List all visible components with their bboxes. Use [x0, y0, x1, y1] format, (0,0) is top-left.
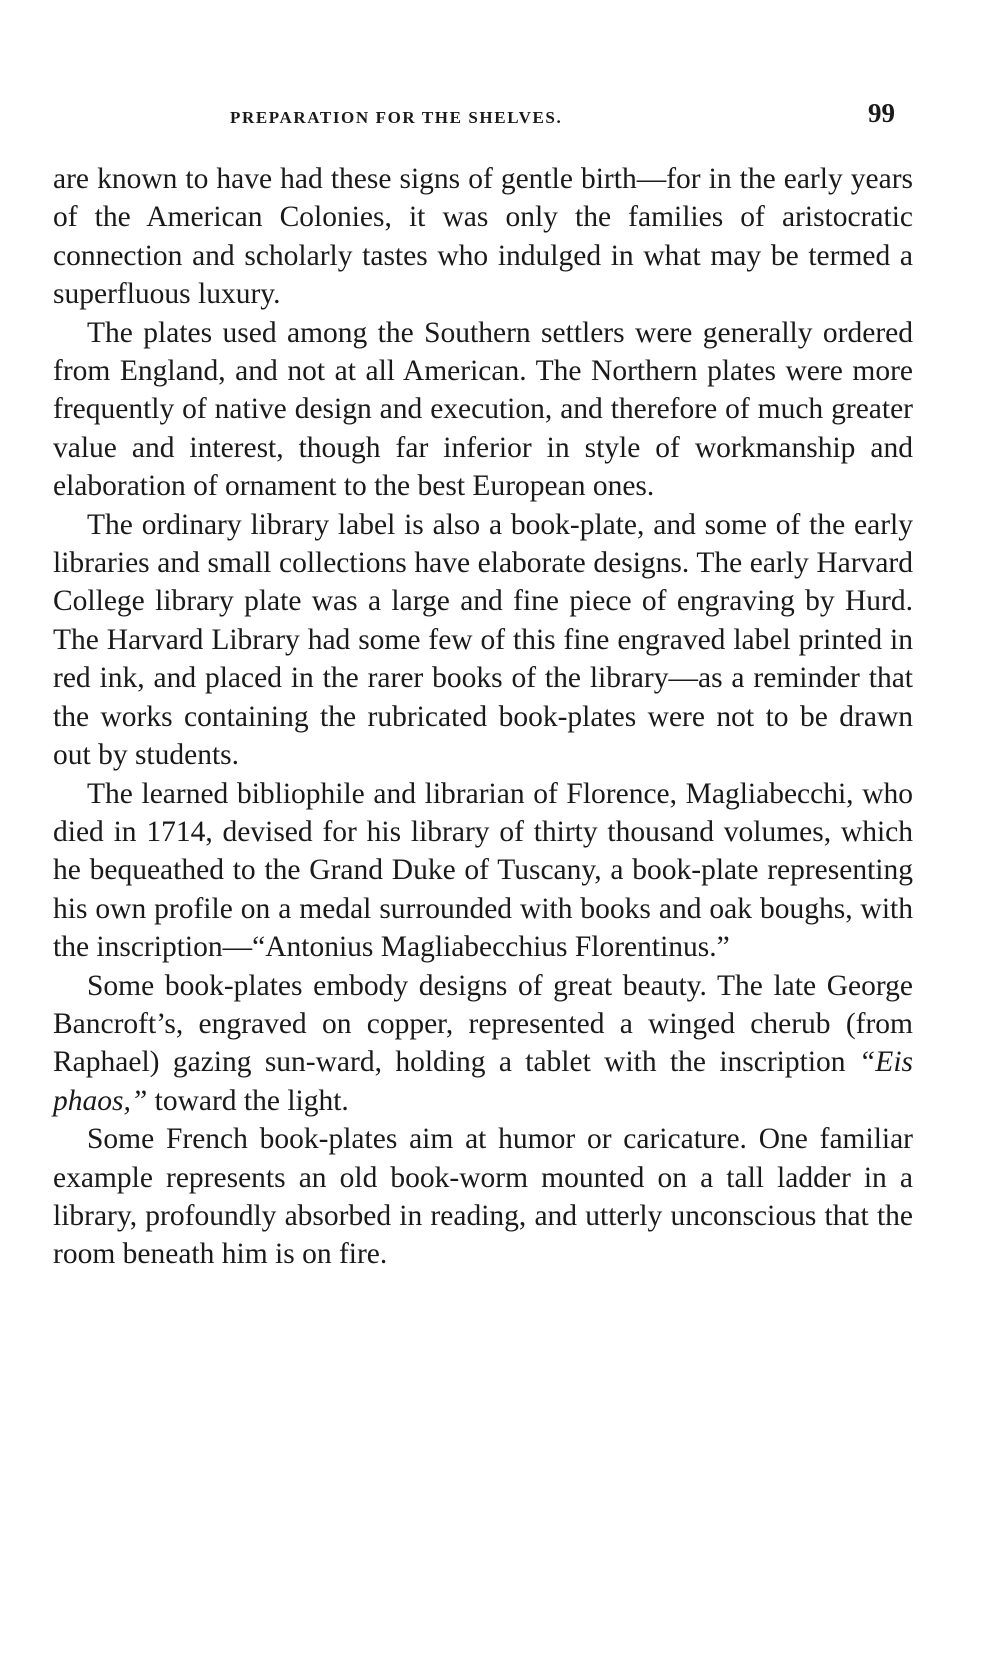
body-text: [53, 160, 913, 1274]
running-head: PREPARATION FOR THE SHELVES.: [230, 108, 563, 127]
paragraph-library-label: The ordinary library label is also a book-plate, and some of the early libraries and small collections have elaborate designs. The early Harvard College library plate was a large and fine piece of engraving by Hurd. The Harvard Library had some few of this fine engraved label printed in red ink, and placed in the rarer books of the library—as a reminder that the works containing the rubricated book-plates were not to be drawn out by students.: [53, 508, 913, 772]
inscription-italic: “Eis phaos,”: [53, 1046, 913, 1117]
paragraph-bancroft-text: Some book-plates embody designs of great beauty. The late George Bancroft’s, engraved on copper, represented a winged cherub (from Raphael) gazing sun-ward, holding a tablet with the inscription: [53, 969, 913, 1079]
paragraph-bancroft: [53, 967, 913, 1121]
paragraph-plates-origin: The plates used among the Southern settlers were generally ordered from England, and not at all American. The Northern plates were more frequently of native design and execution, and therefore of much greater value and interest, though far inferior in style of workmanship and elaboration of ornament to the best European ones.: [53, 316, 913, 503]
page-number: 99: [868, 98, 895, 128]
paragraph-french-plates: Some French book-plates aim at humor or caricature. One familiar example represents an old book-worm mounted on a tall ladder in a library, profoundly absorbed in reading, and utterly unconscious that the room beneath him is on fire.: [53, 1123, 913, 1271]
paragraph-continuation: are known to have had these signs of gentle birth—for in the early years of the American Colonies, it was only the families of aristocratic connection and scholarly tastes who indulged in what may be termed a superfluous luxury.: [53, 163, 913, 311]
paragraph-magliabecchi: The learned bibliophile and librarian of Florence, Magliabecchi, who died in 1714, devised for his library of thirty thousand volumes, which he bequeathed to the Grand Duke of Tuscany, a book-plate representing his own profile on a medal surrounded with books and oak boughs, with the inscription—“Antonius Magliabecchius Florentinus.”: [53, 777, 913, 964]
paragraph-bancroft-end: toward the light.: [147, 1084, 349, 1117]
